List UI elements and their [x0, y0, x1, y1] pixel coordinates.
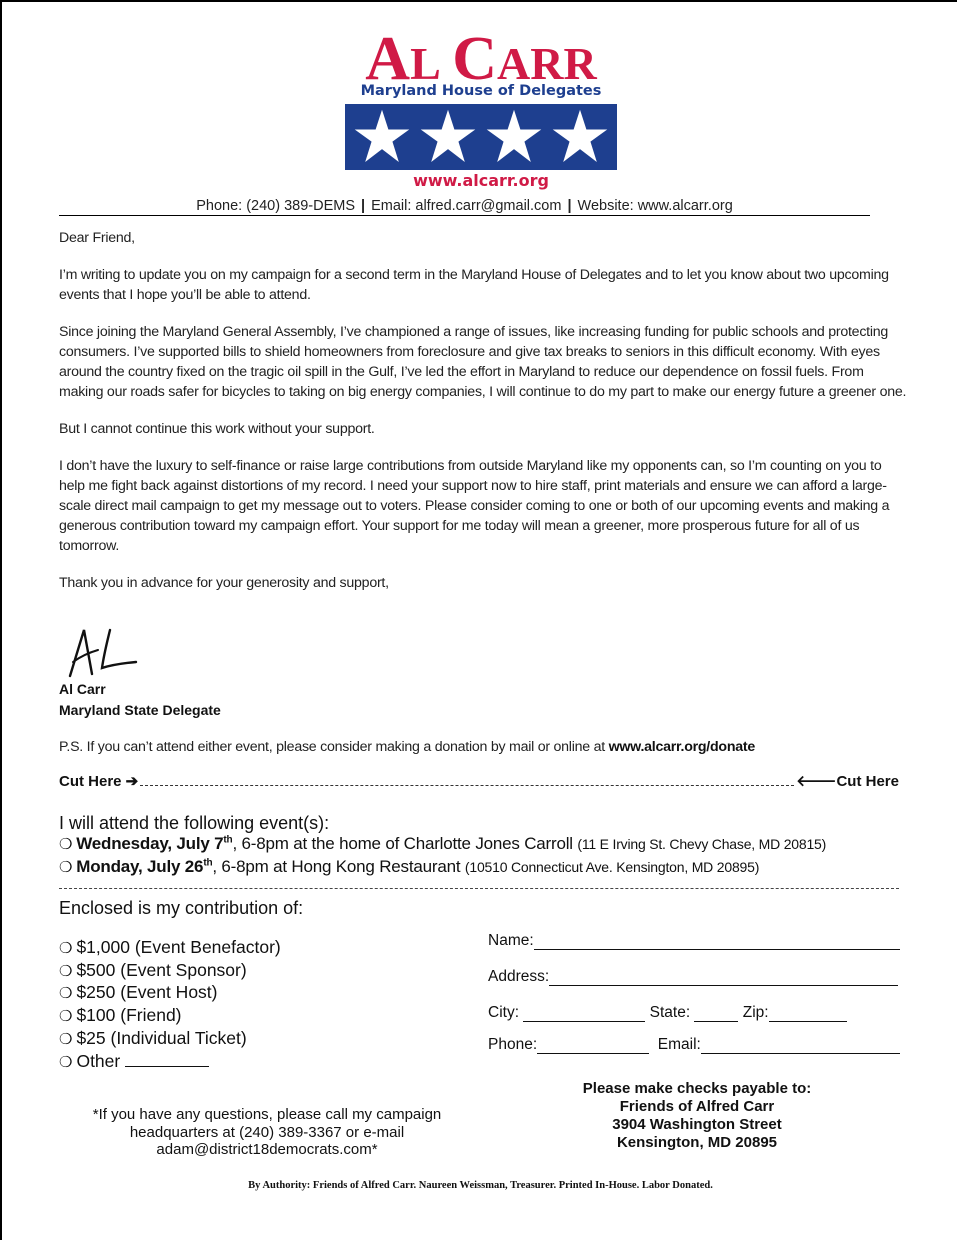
donate-link[interactable]: www.alcarr.org/donate [608, 739, 755, 755]
amount-label: Other [76, 1050, 121, 1071]
cut-dashed-line [140, 775, 794, 786]
questions-email[interactable]: adam@district18democrats.com* [156, 1141, 378, 1158]
star-band [345, 104, 617, 170]
amount-option[interactable] [59, 937, 281, 960]
state-field[interactable] [694, 1006, 738, 1022]
address-label: Address: [488, 968, 550, 985]
name-row [488, 932, 900, 950]
event-option[interactable] [59, 857, 759, 877]
campaign-logo [345, 25, 617, 190]
radio-circle-icon[interactable]: ❍ [59, 1053, 73, 1071]
address-row [488, 968, 898, 986]
radio-circle-icon[interactable]: ❍ [59, 1030, 73, 1048]
checks-line: 3904 Washington Street [612, 1116, 782, 1133]
contribution-title: Enclosed is my contribution of: [59, 898, 304, 918]
section-divider [59, 888, 899, 889]
separator: | [361, 198, 366, 214]
logo-url[interactable]: www.alcarr.org [413, 171, 549, 190]
amount-option[interactable] [59, 960, 281, 983]
checks-line: Friends of Alfred Carr [619, 1098, 775, 1115]
letter-paragraph: I’m writing to update you on my campaign for a second term in the Maryland House of Delegates and to let you know about two upcoming events that I hope you’ll be able to attend. [59, 267, 889, 303]
cut-line [59, 771, 899, 790]
radio-circle-icon[interactable]: ❍ [59, 962, 73, 980]
star-icon [551, 108, 609, 166]
ordinal: th [203, 857, 213, 869]
closing: Thank you in advance for your generosity and support, [59, 575, 389, 591]
event-option[interactable] [59, 834, 826, 854]
name-field[interactable] [534, 934, 900, 950]
event-details: , 6-8pm at Hong Kong Restaurant [212, 857, 465, 876]
letter-paragraph: I don’t have the luxury to self-finance or raise large contributions from outside Maryland like my opponents can, so I’m counting on you to help me fight back against distortions of my record. I need your support now to hire staff, print materials and ensure we can afford a large-scale direct mail campaign to get my message out to voters. Please consider coming to one or both of our upcoming events and making a generous contribution toward my campaign effort. Your support for me today will mean a greener, more prosperous future for all of us tomorrow. [59, 458, 890, 554]
logo-letter: ARR [497, 38, 597, 89]
checks-payable-note [522, 1080, 872, 1152]
amount-label: $500 (Event Sponsor) [76, 959, 247, 980]
contact-email[interactable]: Email: alfred.carr@gmail.com [371, 198, 562, 214]
contact-website[interactable]: Website: www.alcarr.org [577, 198, 733, 214]
checks-line: Kensington, MD 20895 [616, 1134, 778, 1151]
event-day: Monday, July 26 [76, 857, 204, 876]
signer-name: Al Carr [59, 681, 106, 697]
phone-email-row [488, 1036, 900, 1054]
star-icon [485, 108, 543, 166]
name-label: Name: [488, 932, 534, 949]
separator: | [567, 198, 572, 214]
questions-line: *If you have any questions, please call my campaign [92, 1106, 442, 1123]
amount-label: $250 (Event Host) [76, 982, 218, 1003]
ps-text: P.S. If you can’t attend either event, please consider making a donation by mail or online at [59, 739, 609, 755]
contribution-options [59, 937, 281, 1073]
event-day: Wednesday, July 7 [76, 834, 224, 853]
contact-line [59, 198, 870, 216]
cut-here-right: 🡐Cut Here [796, 773, 899, 790]
event-address: (11 E Irving St. Chevy Chase, MD 20815) [577, 836, 827, 852]
phone-label: Phone: [488, 1036, 538, 1053]
city-label: City: [488, 1004, 519, 1021]
letter-paragraph: Since joining the Maryland General Assembly, I’ve championed a range of issues, like increasing funding for public schools and protecting consumers. I’ve supported bills to shield homeowners from foreclosure and give tax breaks to seniors in this difficult economy. With eyes around the country fixed on the tragic oil spill in the Gulf, I’ve led the effort in Maryland to reduce our dependence on fossil fuels. From making our roads safer for bicycles to taking on big energy companies, I will continue to do my part to make our energy future a greener one. [59, 324, 907, 400]
state-label: State: [649, 1004, 691, 1021]
logo-letter: C [452, 25, 498, 93]
checks-line: Please make checks payable to: [582, 1080, 812, 1097]
phone-field[interactable] [537, 1038, 649, 1054]
radio-circle-icon[interactable]: ❍ [59, 1008, 73, 1026]
other-amount-field[interactable] [125, 1052, 209, 1067]
event-address: (10510 Connecticut Ave. Kensington, MD 20895) [464, 859, 760, 875]
amount-label: $25 (Individual Ticket) [76, 1027, 247, 1048]
logo-letter: A [365, 25, 411, 93]
star-icon [353, 108, 411, 166]
radio-circle-icon[interactable]: ❍ [59, 940, 73, 957]
email-field[interactable] [701, 1038, 900, 1054]
letter-paragraph: But I cannot continue this work without your support. [59, 421, 375, 437]
amount-label: $100 (Friend) [76, 1005, 182, 1026]
attend-title: I will attend the following event(s): [59, 813, 330, 833]
city-state-zip-row [488, 1004, 847, 1022]
letter-body [59, 228, 909, 610]
radio-circle-icon[interactable]: ❍ [59, 859, 73, 876]
questions-line: headquarters at (240) 389-3367 or e-mail [129, 1123, 405, 1141]
amount-label: $1,000 (Event Benefactor) [76, 937, 281, 957]
salutation: Dear Friend, [59, 230, 135, 246]
ordinal: th [223, 834, 233, 846]
address-field[interactable] [549, 970, 898, 986]
signature-image [64, 624, 144, 680]
event-details: , 6-8pm at the home of Charlotte Jones Carroll [232, 834, 578, 853]
email-label: Email: [657, 1036, 701, 1053]
amount-option[interactable] [59, 1005, 281, 1028]
zip-field[interactable] [769, 1006, 847, 1022]
radio-circle-icon[interactable]: ❍ [59, 836, 73, 853]
questions-note [62, 1106, 472, 1159]
contact-phone: Phone: (240) 389-DEMS [196, 198, 355, 214]
city-field[interactable] [523, 1006, 645, 1022]
cut-here-left: Cut Here ➔ [59, 772, 139, 790]
star-icon [419, 108, 477, 166]
radio-circle-icon[interactable]: ❍ [59, 985, 73, 1003]
zip-label: Zip: [742, 1004, 769, 1021]
logo-letter: L [410, 38, 441, 89]
postscript [59, 739, 909, 755]
amount-option[interactable] [59, 982, 281, 1005]
amount-option-other[interactable] [59, 1051, 281, 1074]
logo-subtitle: Maryland House of Delegates [360, 83, 602, 99]
signer-title: Maryland State Delegate [59, 702, 221, 718]
authority-line: By Authority: Friends of Alfred Carr. Naureen Weissman, Treasurer. Printed In-House. Labor Donated. [248, 1180, 713, 1191]
signer-block [59, 679, 221, 721]
amount-option[interactable] [59, 1028, 281, 1051]
